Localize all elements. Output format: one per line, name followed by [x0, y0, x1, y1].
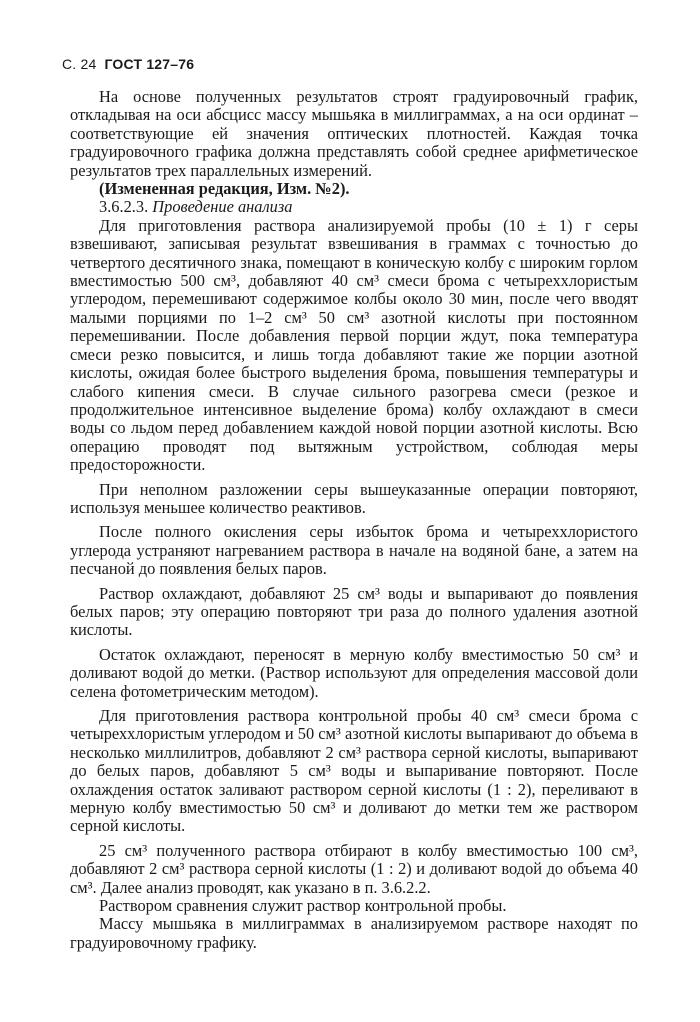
paragraph-calibration: На основе полученных результатов строят градуировочный график, откладывая на оси абсцисс массу мышьяка в миллиграммах, а на оси ординат – соответствующие ей значения оптических плотностей. Каждая точка градуировочного графика должна представлять собой среднее арифметическое результатов трех параллельных измерений.: [70, 87, 638, 180]
paragraph-oxidation: После полного окисления серы избыток брома и четыреххлористого углерода устраняют нагреванием раствора в начале на водяной бане, а затем на песчаной до появления белых паров.: [70, 522, 638, 579]
paragraph-incomplete-decomposition: При неполном разложении серы вышеуказанные операции повторяют, используя меньшее количество реактивов.: [70, 479, 638, 517]
revision-note: (Измененная редакция, Изм. №2).: [99, 179, 350, 199]
paragraph-reference-solution: Раствором сравнения служит раствор контрольной пробы.: [99, 896, 507, 916]
document-body: [70, 88, 638, 952]
paragraph-control-sample: Для приготовления раствора контрольной пробы 40 см³ смеси брома с четыреххлористым углеродом и 50 см³ азотной кислоты выпаривают до объема в несколько миллилитров, добавляют 2 см³ раствора серной кислоты, выпаривают до белых паров, добавляют 5 см³ воды и выпаривание повторяют. После охлаждения остаток заливают раствором серной кислоты (1 : 2), переливают в мерную колбу вместимостью 50 см³ и доливают до метки тем же раствором серной кислоты.: [70, 706, 638, 836]
section-title: Проведение анализа: [152, 197, 293, 217]
section-number: 3.6.2.3.: [99, 197, 149, 217]
paragraph-result: Массу мышьяка в миллиграммах в анализируемом растворе находят по градуировочному графику.: [70, 914, 638, 952]
page-header: [62, 56, 194, 72]
paragraph-cooling: Раствор охлаждают, добавляют 25 см³ воды и выпаривают до появления белых паров; эту операцию повторяют три раза до полного удаления азотной кислоты.: [70, 583, 638, 640]
paragraph-residue: Остаток охлаждают, переносят в мерную колбу вместимостью 50 см³ и доливают водой до метки. (Раствор используют для определения массовой доли селена фотометрическим методом).: [70, 644, 638, 701]
page-number: С. 24: [62, 56, 97, 72]
document-title: ГОСТ 127–76: [104, 56, 195, 72]
paragraph-sample-preparation: Для приготовления раствора анализируемой пробы (10 ± 1) г серы взвешивают, записывая результат взвешивания в граммах с точностью до четвертого десятичного знака, помещают в коническую колбу с широким горлом вместимостью 500 см³, добавляют 40 см³ смеси брома с четыреххлористым углеродом, перемешивают содержимое колбы около 30 мин, после чего вводят малыми порциями по 1–2 см³ 50 см³ азотной кислоты при постоянном перемешивании. После добавления первой порции ждут, пока температура смеси резко повысится, и лишь тогда добавляют такие же порции азотной кислоты, ожидая более быстрого выделения брома, повышения температуры и слабого кипения смеси. В случае сильного разогрева смеси (резкое и продолжительное интенсивное выделение брома) колбу охлаждают в смеси воды со льдом перед добавлением каждой новой порции азотной кислоты. Всю операцию проводят под вытяжным устройством, соблюдая меры предосторожности.: [70, 215, 638, 475]
paragraph-aliquot: 25 см³ полученного раствора отбирают в колбу вместимостью 100 см³, добавляют 2 см³ раствора серной кислоты (1 : 2) и доливают водой до объема 40 см³. Далее анализ проводят, как указано в п. 3.6.2.2.: [70, 840, 638, 897]
section-heading: [70, 198, 638, 216]
